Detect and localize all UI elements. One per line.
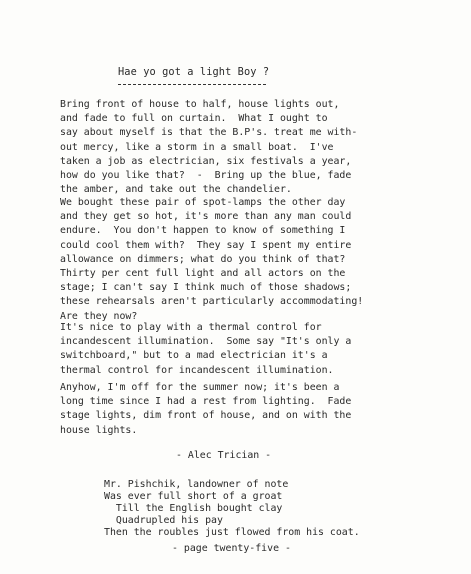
verse-line: Mr. Pishchik, landowner of note (104, 479, 289, 490)
author-signature: - Alec Trician - (176, 450, 272, 461)
paragraph-4: Anyhow, I'm off for the summer now; it's been a long time since I had a rest from lighting. Fade stage lights, dim front of house, and on with the house lights. (60, 382, 352, 436)
verse-line: Then the roubles just flowed from his coat. (104, 526, 360, 538)
limerick-verse (104, 479, 464, 539)
paragraph-3: It's nice to play with a thermal control for incandescent illumination. Some say "It's only a switchboard," but to a mad electrician it's a thermal control for incandescent illumination. (60, 322, 352, 376)
paragraph-1: Bring front of house to half, house lights out, and fade to full on curtain. What I ought to say about myself is that the B.P's. treat me with- out mercy, like a storm in a small boat. I've taken a job as electrician, six festivals a year, how do you like that? - Bring up the blue, fade the amber, and take out the chandelier. (60, 99, 358, 196)
title-underline (118, 84, 266, 85)
verse-line: Was ever full short of a groat (104, 490, 283, 502)
paragraph-2: We bought these pair of spot-lamps the other day and they get so hot, it's more than any man could endure. You don't happen to know of something I could cool them with? They say I spent my entire allowance on dimmers; what do you think of that? Thirty per cent full light and all actors on the stage; I can't say I think much of those shadows; these rehearsals aren't particularly accommodating! Are they now? (60, 197, 364, 322)
page-title: Hae yo got a light Boy ? (118, 66, 270, 78)
page-number-footer: - page twenty-five - (172, 543, 291, 554)
verse-line: Till the English bought clay (104, 502, 283, 514)
verse-line: Quadrupled his pay (104, 514, 223, 526)
